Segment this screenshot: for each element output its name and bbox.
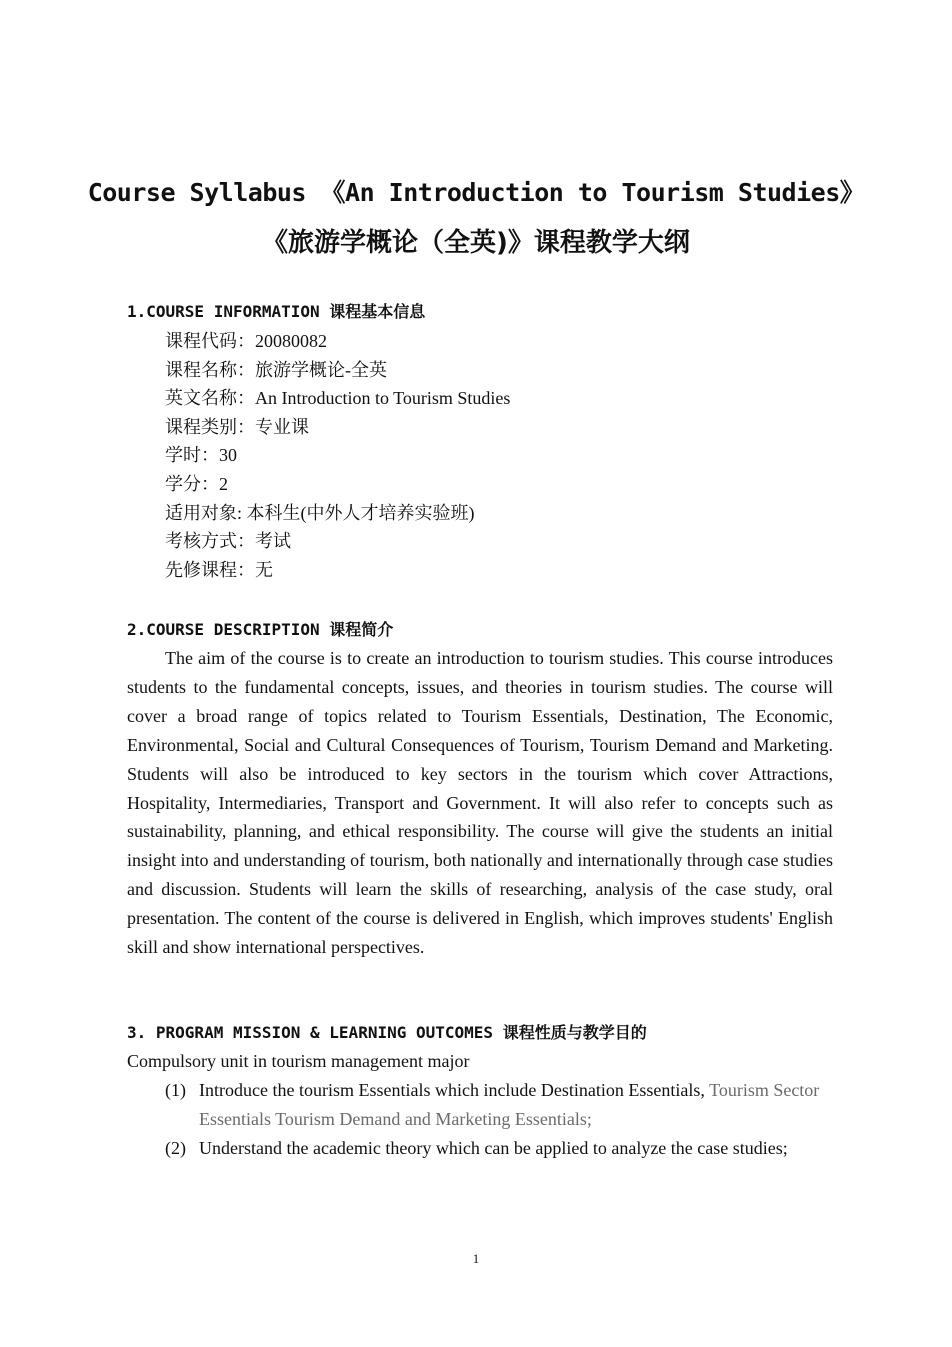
course-info-item: 学时：30 xyxy=(165,445,237,466)
section-3-heading-cn: 课程性质与教学目的 xyxy=(502,1023,647,1042)
course-info-item: 学分：2 xyxy=(165,473,228,494)
section-1-heading-cn: 课程基本信息 xyxy=(329,302,426,321)
learning-outcomes-list xyxy=(165,1076,825,1163)
section-1-heading-en: 1.COURSE INFORMATION xyxy=(127,302,320,321)
section-2-heading-en: 2.COURSE DESCRIPTION xyxy=(127,620,320,639)
course-info-item: 适用对象: 本科生(中外人才培养实验班) xyxy=(165,502,475,523)
section-3-heading xyxy=(127,1021,647,1045)
course-info-item: 考核方式：考试 xyxy=(165,531,291,552)
page-number: 1 xyxy=(472,1251,480,1266)
course-info-item: 英文名称：An Introduction to Tourism Studies xyxy=(165,388,511,409)
section-1-heading xyxy=(127,300,425,324)
course-info-item: 课程类别：专业课 xyxy=(165,416,309,437)
course-info-item: 课程代码：20080082 xyxy=(165,331,327,351)
course-info-list xyxy=(165,327,510,584)
section-3-heading-en: 3. PROGRAM MISSION & LEARNING OUTCOMES xyxy=(127,1023,494,1042)
section-2-heading xyxy=(127,618,393,642)
learning-outcome-item xyxy=(165,1076,825,1134)
document-title-chinese: 《旅游学概论（全英)》课程教学大纲 xyxy=(262,228,690,258)
course-info-item: 先修课程：无 xyxy=(165,559,273,580)
outcome-text: Understand the academic theory which can be applied to analyze the case studies; xyxy=(199,1138,788,1158)
outcome-number: (2) xyxy=(165,1138,186,1158)
learning-outcome-item xyxy=(165,1134,825,1163)
document-title-english: Course Syllabus 《An Introduction to Tourism Studies》 xyxy=(87,178,865,207)
outcome-text-gray: Tourism Sector Essentials Tourism Demand and Marketing Essentials; xyxy=(199,1080,820,1129)
course-description-paragraph: The aim of the course is to create an introduction to tourism studies. This course introduces students to the fundamental concepts, issues, and theories in tourism studies. The course will cover a broad range of topics related to Tourism Essentials, Destination, The Economic, Environmental, Social and Cultural Consequences of Tourism, Tourism Demand and Marketing. Students will also be introduced to key sectors in the tourism which cover Attractions, Hospitality, Intermediaries, Transport and Government. It will also refer to concepts such as sustainability, planning, and ethical responsibility. The course will give the students an initial insight into and understanding of tourism, both nationally and internationally through case studies and discussion. Students will learn the skills of researching, analysis of the case study, oral presentation. The content of the course is delivered in English, which improves students' English skill and show international perspectives. xyxy=(127,648,833,958)
program-mission-intro: Compulsory unit in tourism management major xyxy=(127,1051,470,1071)
section-2-heading-cn: 课程简介 xyxy=(329,620,394,639)
course-info-item: 课程名称：旅游学概论-全英 xyxy=(165,359,387,380)
outcome-number: (1) xyxy=(165,1080,186,1100)
outcome-text: Introduce the tourism Essentials which include Destination Essentials, xyxy=(199,1080,705,1100)
